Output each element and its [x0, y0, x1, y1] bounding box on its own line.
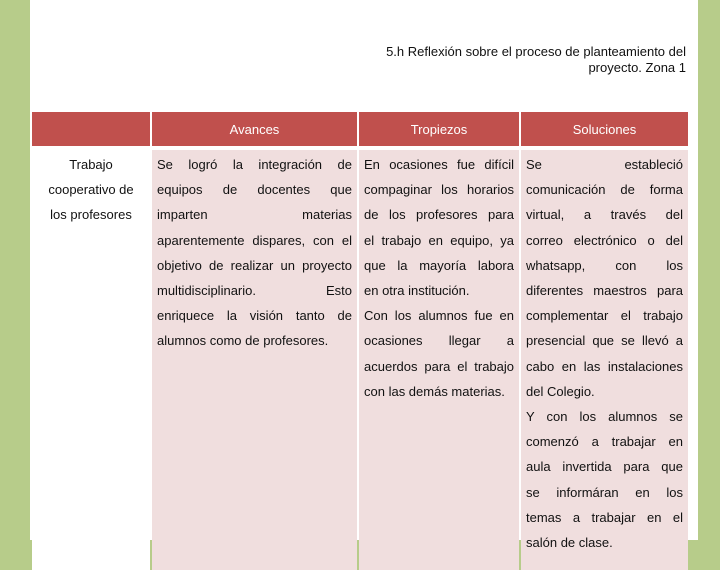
cell-text-line: presencial que se llevó a — [526, 333, 683, 349]
cell-text-line: Trabajo — [69, 157, 113, 172]
cell-text-line: equipos de docentes que — [157, 182, 352, 198]
cell-text-line: Se estableció — [526, 157, 683, 172]
cell-text-line: En ocasiones fue difícil — [364, 157, 514, 172]
cell-text-line: temas a trabajar en el — [526, 509, 683, 525]
cell-text-line: aula invertida para que — [526, 459, 683, 475]
title-line-1: 5.h Reflexión sobre el proceso de planteamiento del — [386, 44, 686, 59]
cell-text-line: que la mayoría labora — [364, 257, 514, 273]
cell-text-line: comenzó a trabajar en — [526, 434, 683, 450]
cell-text-line: del Colegio. — [526, 383, 595, 399]
header-soluciones: Soluciones — [521, 112, 688, 146]
cell-text-line: Y con los alumnos se — [526, 409, 683, 425]
cell-text-line: comunicación de forma — [526, 182, 683, 198]
header-avances: Avances — [152, 112, 357, 146]
cell-text-line: alumnos como de profesores. — [157, 333, 329, 349]
cell-text-line: compaginar los horarios — [364, 182, 514, 198]
cell-text-line: en otra institución. — [364, 283, 470, 299]
reflection-table — [32, 112, 686, 570]
cell-text-line: whatsapp, con los — [526, 257, 683, 273]
cell-text-line: cooperativo de — [48, 182, 134, 198]
cell-text-line: cabo en las instalaciones — [526, 358, 683, 374]
avances-cell — [152, 150, 357, 570]
cell-text-line: con las demás materias. — [364, 383, 505, 399]
cell-text-line: imparten materias — [157, 207, 352, 223]
cell-text-line: diferentes maestros para — [526, 283, 683, 299]
cell-text-line: el trabajo en equipo, ya — [364, 232, 514, 248]
cell-text-line: enriquece la visión tanto de — [157, 308, 352, 324]
cell-text-line: multidisciplinario. Esto — [157, 283, 352, 299]
cell-text-line: objetivo de realizar un proyecto — [157, 257, 352, 273]
title-line-2: proyecto. Zona 1 — [588, 60, 686, 75]
cell-text-line: los profesores — [50, 207, 132, 223]
cell-text-line: ocasiones llegar a — [364, 333, 514, 349]
cell-text-line: salón de clase. — [526, 535, 613, 551]
header-cell-empty — [32, 112, 150, 146]
cell-text-line: de los profesores para — [364, 207, 514, 223]
row-label-cell — [32, 150, 150, 570]
cell-text-line: acuerdos para el trabajo — [364, 358, 514, 374]
cell-text-line: aparentemente dispares, con el — [157, 232, 352, 248]
cell-text-line: virtual, a través del — [526, 207, 683, 223]
cell-text-line: correo electrónico o del — [526, 232, 683, 248]
header-tropiezos: Tropiezos — [359, 112, 519, 146]
slide — [30, 0, 698, 551]
soluciones-cell — [521, 150, 688, 570]
tropiezos-cell — [359, 150, 519, 570]
cell-text-line: Se logró la integración de — [157, 157, 352, 172]
slide-title — [266, 44, 686, 76]
cell-text-line: Con los alumnos fue en — [364, 308, 514, 324]
cell-text-line: se informáran en los — [526, 484, 683, 500]
cell-text-line: complementar el trabajo — [526, 308, 683, 324]
